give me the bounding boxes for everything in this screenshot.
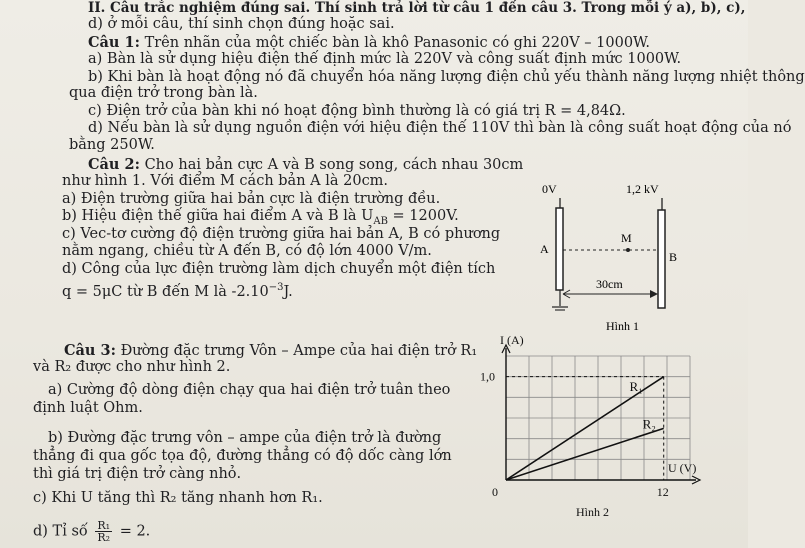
question-1c: c) Điện trở của bàn khi nó hoạt động bình thường là có giá trị R = 4,84Ω. [88,103,626,119]
x-axis-label: U (V) [668,461,697,475]
section-heading-cont: d) ở mỗi câu, thí sinh chọn đúng hoặc sai. [88,16,395,32]
series-line-2 [506,428,664,480]
question-3-stem-cont: và R₂ được cho như hình 2. [33,359,231,375]
question-3b-cont: thẳng đi qua gốc tọa độ, đường thẳng có độ dốc càng lớn [33,448,452,464]
question-3-stem: Câu 3: Đường đặc trưng Vôn – Ampe của hai điện trở R₁ [64,342,478,359]
question-2-stem-cont: như hình 1. Với điểm M cách bản A là 20cm. [62,173,389,189]
question-3b: b) Đường đặc trưng vôn – ampe của điện trở là đường [48,430,442,446]
figure-2 [476,333,702,538]
question-1b: b) Khi bàn là hoạt động nó đã chuyển hóa năng lượng điện chủ yếu thành năng lượng nhiệt thông [88,69,805,85]
section-heading: II. Câu trắc nghiệm đúng sai. Thí sinh trả lời từ câu 1 đến câu 3. Trong mỗi ý a), b), c), [88,0,746,16]
figure-2-caption: Hình 2 [576,505,609,519]
q1-text: Trên nhãn của một chiếc bàn là khô Panasonic có ghi 220V – 1000W. [139,35,651,51]
figure-1-svg [520,178,720,334]
question-3a-cont: định luật Ohm. [33,400,143,416]
question-3b-cont2: thì giá trị điện trở càng nhỏ. [33,466,242,482]
question-1d: d) Nếu bàn là sử dụng nguồn điện với hiệu điện thế 110V thì bàn là công suất hoạt động của nó [88,120,792,136]
q1-label: Câu 1: [88,34,140,51]
question-3c: c) Khi U tăng thì R₂ tăng nhanh hơn R₁. [33,490,323,506]
q2-text: Cho hai bản cực A và B song song, cách nhau 30cm [139,157,524,173]
label-b: B [669,250,678,264]
question-2-stem: Câu 2: Cho hai bản cực A và B song song, cách nhau 30cm [88,156,524,173]
figure-2-chart [476,333,702,538]
y-axis-label: I (A) [500,333,524,347]
label-m: M [621,231,632,245]
question-1a: a) Bàn là sử dụng hiệu điện thế định mức là 220V và công suất định mức 1000W. [88,51,682,67]
question-1-stem [88,34,650,52]
question-3a: a) Cường độ dòng điện chạy qua hai điện trở tuân theo [48,382,451,398]
ratio-fraction: $\frac{\text{R₁}}{\text{R₂}}$ [97,519,111,544]
figure-1-caption: Hình 1 [606,319,639,333]
question-2d-cont: q = 5μC từ B đến M là $-2.10^{-3}J$. [62,282,293,300]
question-1d-cont: bằng 250W. [69,137,155,153]
y-tick-label: 1,0 [480,369,495,384]
question-2c-cont: nằm ngang, chiều từ A đến B, có độ lớn 4000 V/m. [62,243,432,259]
plate-a [556,208,563,290]
label-a: A [540,242,549,256]
point-m [626,248,630,252]
question-2a: a) Điện trường giữa hai bản cực là điện trường đều. [62,191,441,207]
plate-b-voltage: 1,2 kV [626,182,659,196]
question-3d: d) Tỉ số $\frac{\text{R₁}}{\text{R₂}}$ = 2. [33,519,151,544]
series-label-r1: R₁ [629,379,643,395]
figure-1 [520,178,720,334]
x-tick-label: 12 [656,485,669,499]
plate-a-voltage: 0V [542,182,557,196]
distance-label: 30cm [596,277,623,291]
question-2b: b) Hiệu điện thế giữa hai điểm A và B là $U_{AB} = 1200V$. [62,208,459,227]
question-2c: c) Vec-tơ cường độ điện trường giữa hai bản A, B có phương [62,226,501,242]
question-1b-cont: qua điện trở trong bàn là. [69,85,258,101]
plate-b [658,210,665,308]
origin-label: 0 [492,485,498,499]
series-label-r2: R₂ [642,416,656,432]
question-2d: d) Công của lực điện trường làm dịch chuyển một điện tích [62,261,496,277]
